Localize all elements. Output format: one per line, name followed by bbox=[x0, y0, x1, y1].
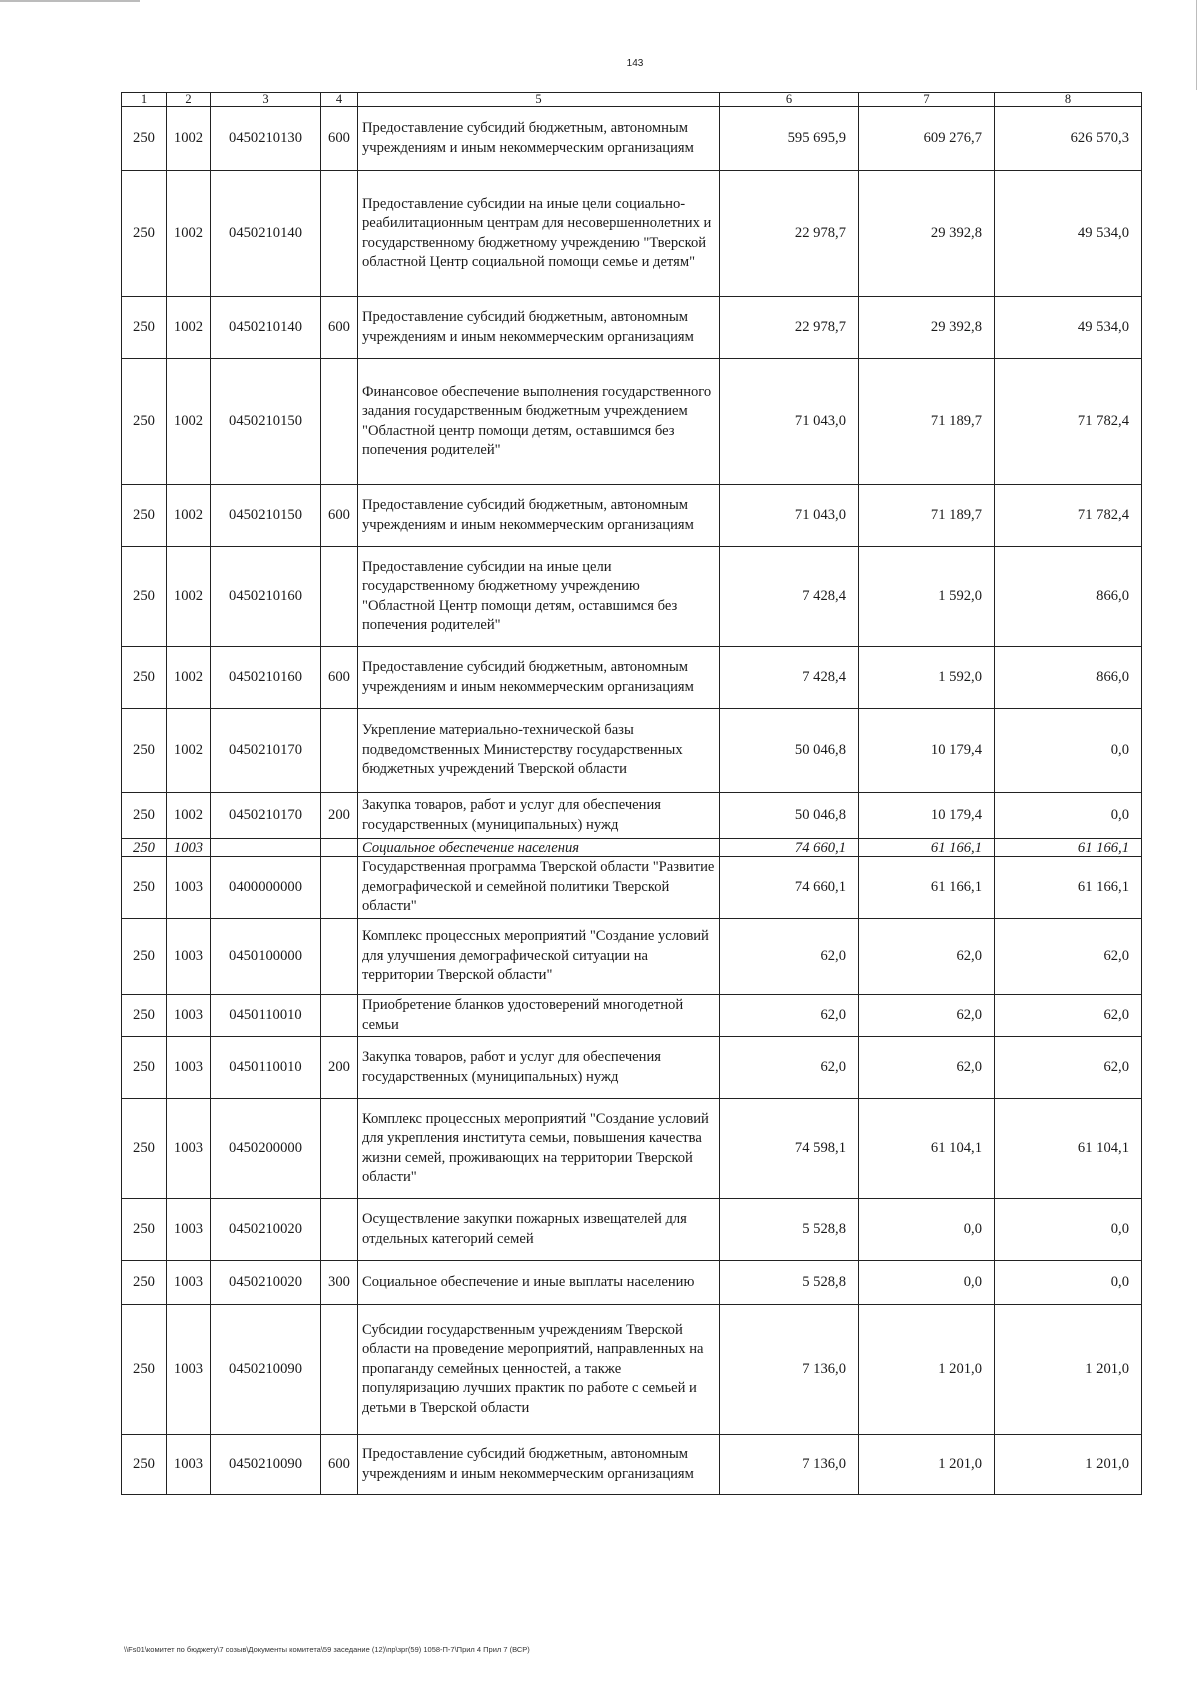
amount-year-2-cell: 61 166,1 bbox=[859, 857, 995, 919]
amount-year-3-cell: 61 166,1 bbox=[995, 857, 1142, 919]
expense-type-cell: 600 bbox=[321, 485, 358, 547]
section-code-cell: 1002 bbox=[167, 647, 211, 709]
description-cell: Осуществление закупки пожарных извещателей для отдельных категорий семей bbox=[358, 1199, 720, 1261]
target-item-cell: 0450210020 bbox=[211, 1261, 321, 1305]
amount-year-1-cell: 62,0 bbox=[720, 1037, 859, 1099]
expense-type-cell bbox=[321, 919, 358, 995]
table-row bbox=[122, 1305, 1142, 1435]
amount-year-2-cell: 62,0 bbox=[859, 995, 995, 1037]
scan-artifact-top bbox=[0, 0, 140, 2]
ministry-code-cell: 250 bbox=[122, 171, 167, 297]
amount-year-3-cell: 61 166,1 bbox=[995, 839, 1142, 857]
description-cell: Закупка товаров, работ и услуг для обеспечения государственных (муниципальных) нужд bbox=[358, 793, 720, 839]
target-item-cell: 0450210140 bbox=[211, 171, 321, 297]
section-code-cell: 1002 bbox=[167, 547, 211, 647]
footer-file-path: \\Fs01\комитет по бюджету\7 созыв\Документы комитета\59 заседание (12)\пр\зрг(59) 1058-П-7\Прил 4 Прил 7 (ВСР) bbox=[124, 1645, 530, 1654]
target-item-cell: 0450100000 bbox=[211, 919, 321, 995]
column-header: 6 bbox=[720, 93, 859, 107]
ministry-code-cell: 250 bbox=[122, 995, 167, 1037]
expense-type-cell: 300 bbox=[321, 1261, 358, 1305]
amount-year-1-cell: 50 046,8 bbox=[720, 793, 859, 839]
amount-year-2-cell: 62,0 bbox=[859, 1037, 995, 1099]
amount-year-3-cell: 62,0 bbox=[995, 995, 1142, 1037]
amount-year-3-cell: 61 104,1 bbox=[995, 1099, 1142, 1199]
section-code-cell: 1002 bbox=[167, 297, 211, 359]
section-code-cell: 1003 bbox=[167, 1099, 211, 1199]
section-code-cell: 1003 bbox=[167, 1199, 211, 1261]
amount-year-1-cell: 22 978,7 bbox=[720, 297, 859, 359]
table-row bbox=[122, 647, 1142, 709]
amount-year-2-cell: 609 276,7 bbox=[859, 107, 995, 171]
ministry-code-cell: 250 bbox=[122, 1037, 167, 1099]
description-cell: Социальное обеспечение и иные выплаты населению bbox=[358, 1261, 720, 1305]
expense-type-cell: 600 bbox=[321, 1435, 358, 1495]
target-item-cell: 0450210160 bbox=[211, 547, 321, 647]
expense-type-cell bbox=[321, 547, 358, 647]
expense-type-cell bbox=[321, 1199, 358, 1261]
section-code-cell: 1003 bbox=[167, 995, 211, 1037]
scan-artifact-right bbox=[1196, 0, 1197, 90]
target-item-cell: 0450110010 bbox=[211, 1037, 321, 1099]
page-number: 143 bbox=[626, 58, 644, 69]
amount-year-2-cell: 1 201,0 bbox=[859, 1305, 995, 1435]
section-code-cell: 1002 bbox=[167, 793, 211, 839]
table-row bbox=[122, 1099, 1142, 1199]
description-cell: Укрепление материально-технической базы подведомственных Министерству государственных бюджетных учреждений Тверской области bbox=[358, 709, 720, 793]
target-item-cell: 0450110010 bbox=[211, 995, 321, 1037]
description-cell: Государственная программа Тверской области "Развитие демографической и семейной политики Тверской области" bbox=[358, 857, 720, 919]
amount-year-3-cell: 0,0 bbox=[995, 793, 1142, 839]
expense-type-cell bbox=[321, 171, 358, 297]
target-item-cell: 0450210170 bbox=[211, 793, 321, 839]
ministry-code-cell: 250 bbox=[122, 1305, 167, 1435]
description-cell: Предоставление субсидий бюджетным, автономным учреждениям и иным некоммерческим организациям bbox=[358, 1435, 720, 1495]
ministry-code-cell: 250 bbox=[122, 793, 167, 839]
amount-year-1-cell: 5 528,8 bbox=[720, 1261, 859, 1305]
expense-type-cell bbox=[321, 709, 358, 793]
target-item-cell: 0450210020 bbox=[211, 1199, 321, 1261]
ministry-code-cell: 250 bbox=[122, 1261, 167, 1305]
description-cell: Комплекс процессных мероприятий "Создание условий для укрепления института семьи, повышения качества жизни семей, проживающих на территории Тверской области" bbox=[358, 1099, 720, 1199]
target-item-cell bbox=[211, 839, 321, 857]
ministry-code-cell: 250 bbox=[122, 547, 167, 647]
amount-year-1-cell: 62,0 bbox=[720, 995, 859, 1037]
description-cell: Комплекс процессных мероприятий "Создание условий для улучшения демографической ситуации на территории Тверской области" bbox=[358, 919, 720, 995]
column-header: 3 bbox=[211, 93, 321, 107]
expense-type-cell: 600 bbox=[321, 297, 358, 359]
description-cell: Предоставление субсидии на иные цели государственному бюджетному учреждению "Областной Центр помощи детям, оставшимся без попечения родителей" bbox=[358, 547, 720, 647]
column-header: 4 bbox=[321, 93, 358, 107]
section-code-cell: 1003 bbox=[167, 1305, 211, 1435]
ministry-code-cell: 250 bbox=[122, 485, 167, 547]
amount-year-2-cell: 62,0 bbox=[859, 919, 995, 995]
target-item-cell: 0450210160 bbox=[211, 647, 321, 709]
column-number-row bbox=[122, 93, 1142, 107]
expense-type-cell bbox=[321, 857, 358, 919]
amount-year-3-cell: 0,0 bbox=[995, 1261, 1142, 1305]
amount-year-3-cell: 62,0 bbox=[995, 1037, 1142, 1099]
expense-type-cell bbox=[321, 839, 358, 857]
amount-year-3-cell: 0,0 bbox=[995, 1199, 1142, 1261]
description-cell: Социальное обеспечение населения bbox=[358, 839, 720, 857]
expense-type-cell bbox=[321, 995, 358, 1037]
target-item-cell: 0450210150 bbox=[211, 359, 321, 485]
amount-year-1-cell: 595 695,9 bbox=[720, 107, 859, 171]
table-row bbox=[122, 547, 1142, 647]
description-cell: Предоставление субсидий бюджетным, автономным учреждениям и иным некоммерческим организациям bbox=[358, 107, 720, 171]
ministry-code-cell: 250 bbox=[122, 1199, 167, 1261]
amount-year-1-cell: 62,0 bbox=[720, 919, 859, 995]
table-row bbox=[122, 1261, 1142, 1305]
column-header: 8 bbox=[995, 93, 1142, 107]
target-item-cell: 0450210130 bbox=[211, 107, 321, 171]
section-code-cell: 1002 bbox=[167, 107, 211, 171]
description-cell: Финансовое обеспечение выполнения государственного задания государственным бюджетным учреждением "Областной центр помощи детям, оставшимся без попечения родителей" bbox=[358, 359, 720, 485]
amount-year-3-cell: 0,0 bbox=[995, 709, 1142, 793]
section-code-cell: 1002 bbox=[167, 485, 211, 547]
target-item-cell: 0450210170 bbox=[211, 709, 321, 793]
target-item-cell: 0400000000 bbox=[211, 857, 321, 919]
expense-type-cell bbox=[321, 1099, 358, 1199]
amount-year-1-cell: 5 528,8 bbox=[720, 1199, 859, 1261]
budget-table bbox=[121, 92, 1142, 1495]
amount-year-2-cell: 10 179,4 bbox=[859, 709, 995, 793]
table-row bbox=[122, 297, 1142, 359]
amount-year-2-cell: 1 592,0 bbox=[859, 547, 995, 647]
amount-year-3-cell: 866,0 bbox=[995, 647, 1142, 709]
amount-year-2-cell: 0,0 bbox=[859, 1261, 995, 1305]
expense-type-cell bbox=[321, 359, 358, 485]
amount-year-2-cell: 1 201,0 bbox=[859, 1435, 995, 1495]
table-row bbox=[122, 1037, 1142, 1099]
amount-year-1-cell: 71 043,0 bbox=[720, 485, 859, 547]
table-row bbox=[122, 793, 1142, 839]
amount-year-2-cell: 71 189,7 bbox=[859, 485, 995, 547]
amount-year-1-cell: 22 978,7 bbox=[720, 171, 859, 297]
description-cell: Приобретение бланков удостоверений многодетной семьи bbox=[358, 995, 720, 1037]
section-code-cell: 1002 bbox=[167, 709, 211, 793]
section-code-cell: 1003 bbox=[167, 1037, 211, 1099]
column-header: 5 bbox=[358, 93, 720, 107]
ministry-code-cell: 250 bbox=[122, 1435, 167, 1495]
expense-type-cell: 200 bbox=[321, 1037, 358, 1099]
expense-type-cell: 600 bbox=[321, 647, 358, 709]
table-body bbox=[122, 107, 1142, 1495]
amount-year-1-cell: 74 660,1 bbox=[720, 857, 859, 919]
amount-year-2-cell: 10 179,4 bbox=[859, 793, 995, 839]
amount-year-3-cell: 866,0 bbox=[995, 547, 1142, 647]
description-cell: Закупка товаров, работ и услуг для обеспечения государственных (муниципальных) нужд bbox=[358, 1037, 720, 1099]
target-item-cell: 0450210150 bbox=[211, 485, 321, 547]
table-row bbox=[122, 857, 1142, 919]
table-row bbox=[122, 359, 1142, 485]
expense-type-cell: 600 bbox=[321, 107, 358, 171]
section-code-cell: 1003 bbox=[167, 839, 211, 857]
section-code-cell: 1003 bbox=[167, 919, 211, 995]
ministry-code-cell: 250 bbox=[122, 857, 167, 919]
amount-year-3-cell: 1 201,0 bbox=[995, 1305, 1142, 1435]
amount-year-2-cell: 71 189,7 bbox=[859, 359, 995, 485]
description-cell: Предоставление субсидий бюджетным, автономным учреждениям и иным некоммерческим организациям bbox=[358, 647, 720, 709]
target-item-cell: 0450210090 bbox=[211, 1435, 321, 1495]
table-row bbox=[122, 995, 1142, 1037]
ministry-code-cell: 250 bbox=[122, 647, 167, 709]
table-section-row bbox=[122, 839, 1142, 857]
description-cell: Предоставление субсидии на иные цели социально-реабилитационным центрам для несовершеннолетних и государственному бюджетному учреждению "Тверской областной Центр социальной помощи семье и детям" bbox=[358, 171, 720, 297]
amount-year-1-cell: 74 598,1 bbox=[720, 1099, 859, 1199]
table-row bbox=[122, 1199, 1142, 1261]
section-code-cell: 1003 bbox=[167, 857, 211, 919]
amount-year-1-cell: 74 660,1 bbox=[720, 839, 859, 857]
amount-year-1-cell: 71 043,0 bbox=[720, 359, 859, 485]
column-header: 7 bbox=[859, 93, 995, 107]
table-row bbox=[122, 709, 1142, 793]
expense-type-cell bbox=[321, 1305, 358, 1435]
table-row bbox=[122, 171, 1142, 297]
budget-table-container bbox=[121, 92, 1141, 1495]
description-cell: Предоставление субсидий бюджетным, автономным учреждениям и иным некоммерческим организациям bbox=[358, 485, 720, 547]
table-row bbox=[122, 919, 1142, 995]
description-cell: Субсидии государственным учреждениям Тверской области на проведение мероприятий, направленных на пропаганду семейных ценностей, а также популяризацию лучших практик по работе с семьей и детьми в Тверской области bbox=[358, 1305, 720, 1435]
amount-year-1-cell: 50 046,8 bbox=[720, 709, 859, 793]
amount-year-1-cell: 7 136,0 bbox=[720, 1305, 859, 1435]
target-item-cell: 0450210140 bbox=[211, 297, 321, 359]
amount-year-2-cell: 61 104,1 bbox=[859, 1099, 995, 1199]
ministry-code-cell: 250 bbox=[122, 107, 167, 171]
ministry-code-cell: 250 bbox=[122, 297, 167, 359]
amount-year-2-cell: 61 166,1 bbox=[859, 839, 995, 857]
table-row bbox=[122, 485, 1142, 547]
ministry-code-cell: 250 bbox=[122, 919, 167, 995]
column-header: 2 bbox=[167, 93, 211, 107]
amount-year-1-cell: 7 428,4 bbox=[720, 647, 859, 709]
ministry-code-cell: 250 bbox=[122, 709, 167, 793]
column-header: 1 bbox=[122, 93, 167, 107]
amount-year-3-cell: 71 782,4 bbox=[995, 485, 1142, 547]
section-code-cell: 1003 bbox=[167, 1261, 211, 1305]
ministry-code-cell: 250 bbox=[122, 1099, 167, 1199]
expense-type-cell: 200 bbox=[321, 793, 358, 839]
amount-year-3-cell: 626 570,3 bbox=[995, 107, 1142, 171]
amount-year-1-cell: 7 428,4 bbox=[720, 547, 859, 647]
ministry-code-cell: 250 bbox=[122, 359, 167, 485]
amount-year-2-cell: 29 392,8 bbox=[859, 171, 995, 297]
ministry-code-cell: 250 bbox=[122, 839, 167, 857]
description-cell: Предоставление субсидий бюджетным, автономным учреждениям и иным некоммерческим организациям bbox=[358, 297, 720, 359]
amount-year-1-cell: 7 136,0 bbox=[720, 1435, 859, 1495]
table-row bbox=[122, 107, 1142, 171]
amount-year-3-cell: 1 201,0 bbox=[995, 1435, 1142, 1495]
amount-year-2-cell: 1 592,0 bbox=[859, 647, 995, 709]
amount-year-3-cell: 62,0 bbox=[995, 919, 1142, 995]
amount-year-3-cell: 49 534,0 bbox=[995, 171, 1142, 297]
section-code-cell: 1003 bbox=[167, 1435, 211, 1495]
target-item-cell: 0450210090 bbox=[211, 1305, 321, 1435]
table-row bbox=[122, 1435, 1142, 1495]
amount-year-2-cell: 0,0 bbox=[859, 1199, 995, 1261]
amount-year-2-cell: 29 392,8 bbox=[859, 297, 995, 359]
target-item-cell: 0450200000 bbox=[211, 1099, 321, 1199]
section-code-cell: 1002 bbox=[167, 171, 211, 297]
amount-year-3-cell: 71 782,4 bbox=[995, 359, 1142, 485]
section-code-cell: 1002 bbox=[167, 359, 211, 485]
amount-year-3-cell: 49 534,0 bbox=[995, 297, 1142, 359]
